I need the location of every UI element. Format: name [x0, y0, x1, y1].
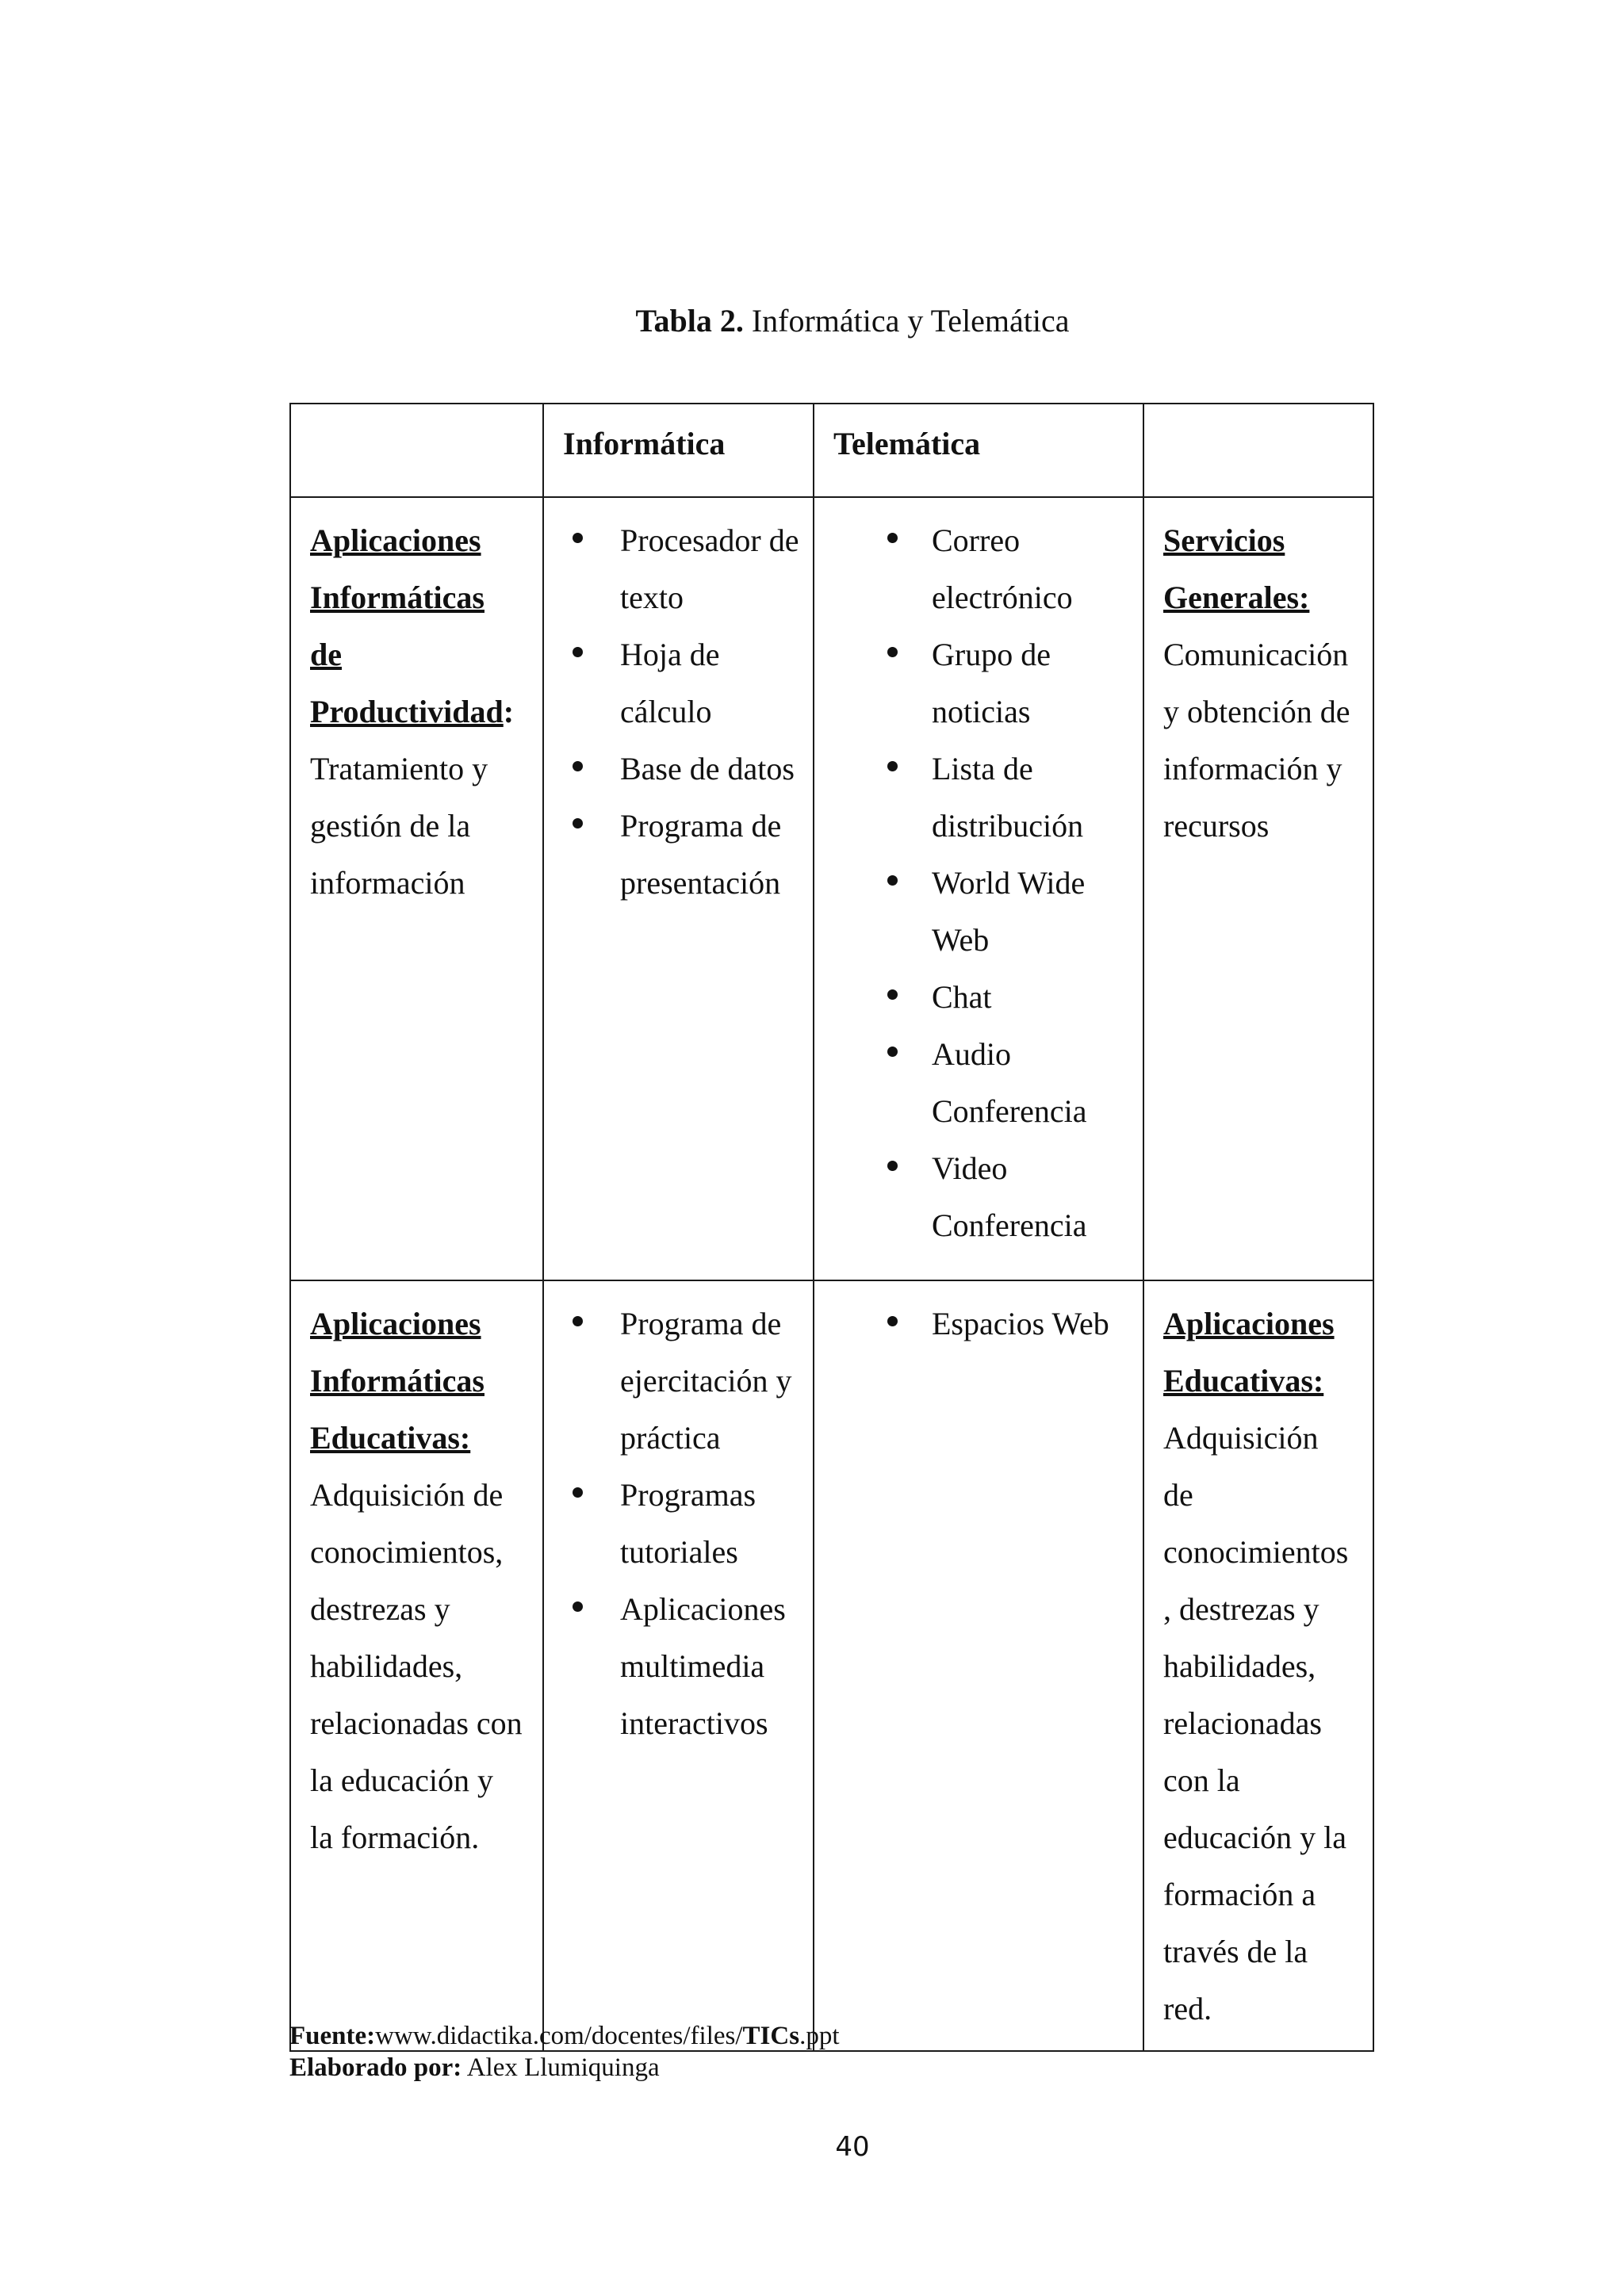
bullet-icon — [887, 533, 898, 543]
service-title: Servicios Generales: — [1163, 522, 1310, 615]
service-description: Comunicación y obtención de información y recursos — [1163, 637, 1350, 844]
comparison-table — [289, 403, 1374, 2052]
table-header-row — [290, 404, 1373, 497]
list-item: Audio Conferencia — [814, 1026, 1143, 1140]
list-item: Hoja de cálculo — [544, 626, 813, 740]
list-item: Procesador de texto — [544, 512, 813, 626]
list-item: Programa de presentación — [544, 798, 813, 912]
list-item: Chat — [814, 969, 1143, 1026]
caption-text: Informática y Telemática — [751, 303, 1070, 339]
service-title: Aplicaciones Educativas: — [1163, 1306, 1335, 1399]
bullet-icon — [573, 647, 583, 657]
list-item: Aplicaciones multimedia interactivos — [544, 1581, 813, 1752]
page-number: 40 — [835, 2131, 870, 2163]
table-caption — [0, 301, 1624, 341]
bullet-icon — [573, 761, 583, 771]
caption-label: Tabla 2. — [635, 303, 744, 339]
row-head-productividad: Aplicaciones Informáticas de Productividad: Tratamiento y gestión de la información — [290, 497, 543, 1280]
bullet-icon — [887, 989, 898, 1000]
list-item: Programa de ejercitación y práctica — [544, 1295, 813, 1467]
row-head-title: Aplicaciones Informáticas Educativas: — [310, 1306, 485, 1456]
bullet-icon — [887, 647, 898, 657]
list-item: Grupo de noticias — [814, 626, 1143, 740]
service-cell-educativas — [1143, 1280, 1373, 2051]
list-item: Espacios Web — [814, 1295, 1143, 1353]
list-item: Video Conferencia — [814, 1140, 1143, 1254]
header-cell-telematica: Telemática — [814, 404, 1143, 497]
bullet-icon — [887, 1316, 898, 1326]
list-item: Lista de distribución — [814, 740, 1143, 855]
row-head-title: Aplicaciones Informáticas de Productividad — [310, 522, 504, 729]
service-description: Adquisición de conocimientos , destrezas y habilidades, relacionadas con la educación y la formación a través de la red. — [1163, 1420, 1349, 2026]
bullet-icon — [573, 1316, 583, 1326]
row-head-educativas — [290, 1280, 543, 2051]
header-cell-empty-left — [290, 404, 543, 497]
informatica-cell — [543, 1280, 814, 2051]
telematica-cell — [814, 1280, 1143, 2051]
bullet-icon — [887, 1047, 898, 1057]
bullet-icon — [887, 875, 898, 886]
informatica-cell — [543, 497, 814, 1280]
header-cell-empty-right — [1143, 404, 1373, 497]
list-item: Correo electrónico — [814, 512, 1143, 626]
service-cell-generales — [1143, 497, 1373, 1280]
list-item: World Wide Web — [814, 855, 1143, 969]
author-line: Elaborado por: Alex Llumiquinga — [289, 2053, 660, 2082]
bullet-icon — [573, 1601, 583, 1612]
bullet-icon — [573, 818, 583, 828]
bullet-icon — [573, 1487, 583, 1498]
source-line: Fuente:www.didactika.com/docentes/files/TICs.ppt — [289, 2022, 840, 2050]
list-item: Programas tutoriales — [544, 1467, 813, 1581]
header-cell-informatica: Informática — [543, 404, 814, 497]
table-row-educativas — [290, 1280, 1373, 2051]
bullet-icon — [887, 1161, 898, 1171]
bullet-icon — [573, 533, 583, 543]
table-row-productividad — [290, 497, 1373, 1280]
telematica-cell — [814, 497, 1143, 1280]
bullet-icon — [887, 761, 898, 771]
table-footer — [289, 2020, 839, 2084]
row-head-description: Tratamiento y gestión de la información — [310, 751, 488, 901]
list-item: Base de datos — [544, 740, 813, 798]
row-head-description: Adquisición de conocimientos, destrezas y habilidades, relacionadas con la educación y la formación. — [310, 1477, 523, 1855]
